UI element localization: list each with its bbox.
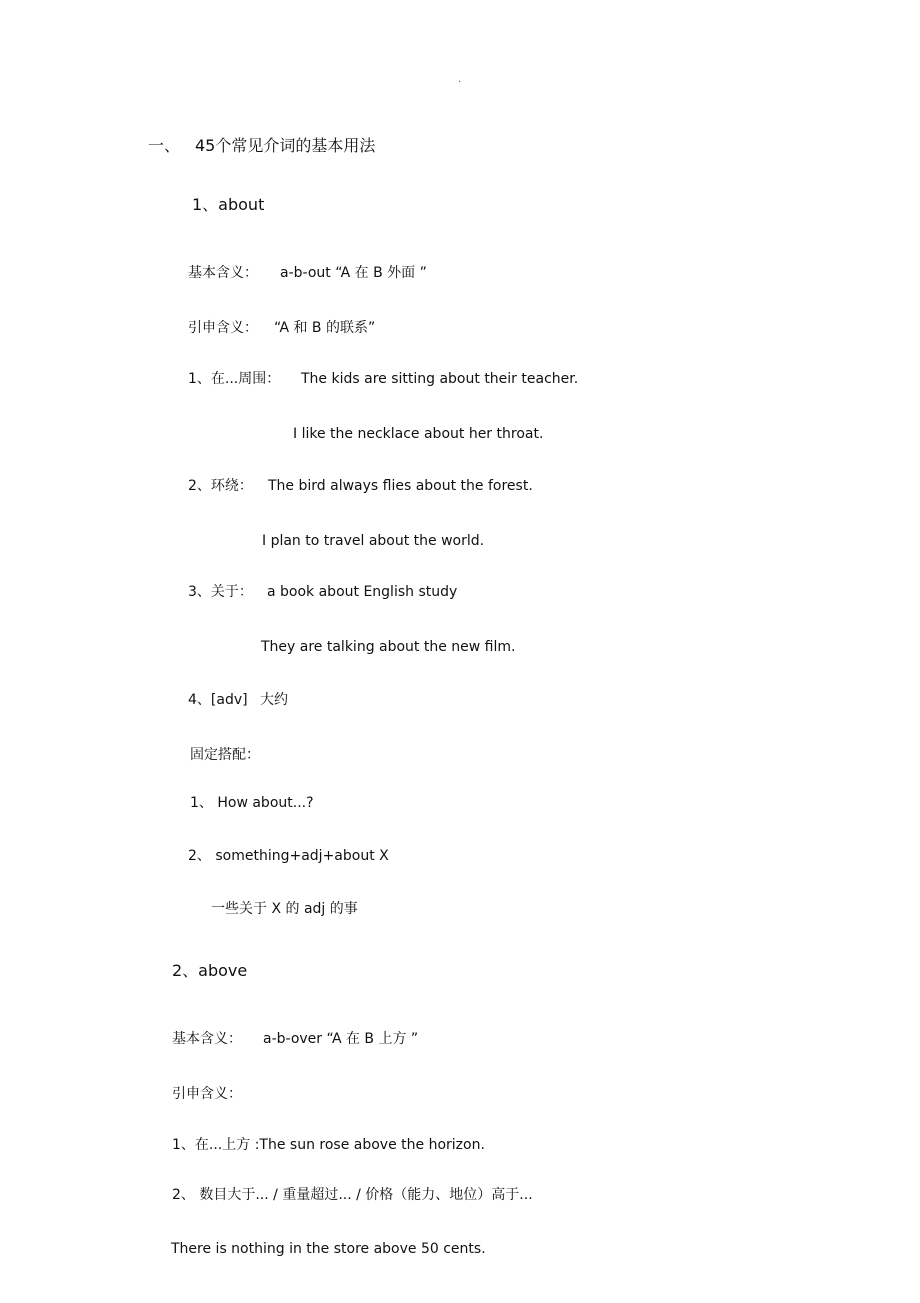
about-sense1-label: 1、在...周围：: [188, 371, 281, 387]
about-sense1-example2: I like the necklace about her throat.: [293, 426, 544, 442]
above-example: There is nothing in the store above 50 cents.: [171, 1241, 486, 1257]
above-basic-label: 基本含义：: [172, 1031, 242, 1047]
about-basic-label: 基本含义：: [188, 265, 258, 281]
above-sense1: 1、在...上方 :The sun rose above the horizon.: [172, 1137, 485, 1153]
about-sense2-example1: The bird always flies about the forest.: [268, 478, 533, 494]
about-sense3-example1: a book about English study: [267, 584, 458, 600]
above-basic-text: a-b-over “A 在 B 上方 ”: [263, 1031, 419, 1047]
about-basic-text: a-b-out “A 在 B 外面 ”: [280, 265, 427, 281]
about-sense4-label: 4、[adv]: [188, 692, 248, 708]
header-mark: .: [458, 74, 462, 85]
about-sense4-text: 大约: [260, 692, 288, 708]
about-fixed-item2-meaning: 一些关于 X 的 adj 的事: [211, 901, 358, 917]
about-fixed-item2: 2、 something+adj+about X: [188, 848, 389, 864]
about-heading: 1、about: [192, 195, 265, 214]
above-heading: 2、above: [172, 961, 248, 980]
about-fixed-label: 固定搭配：: [190, 747, 260, 763]
section-number: 一、: [148, 136, 181, 155]
about-extended-label: 引申含义：: [188, 320, 258, 336]
above-sense2: 2、 数目大于... / 重量超过... / 价格（能力、地位）高于...: [172, 1187, 533, 1203]
about-sense3-label: 3、关于：: [188, 584, 253, 600]
above-extended-label: 引申含义：: [172, 1086, 242, 1102]
about-sense3-example2: They are talking about the new film.: [261, 639, 516, 655]
section-title: 45个常见介词的基本用法: [195, 136, 376, 155]
about-sense2-example2: I plan to travel about the world.: [262, 533, 485, 549]
about-sense2-label: 2、环绕：: [188, 478, 253, 494]
about-sense1-example1: The kids are sitting about their teacher.: [301, 371, 579, 387]
about-fixed-item1: 1、 How about...?: [190, 795, 314, 811]
about-extended-text: “A 和 B 的联系”: [274, 320, 376, 336]
